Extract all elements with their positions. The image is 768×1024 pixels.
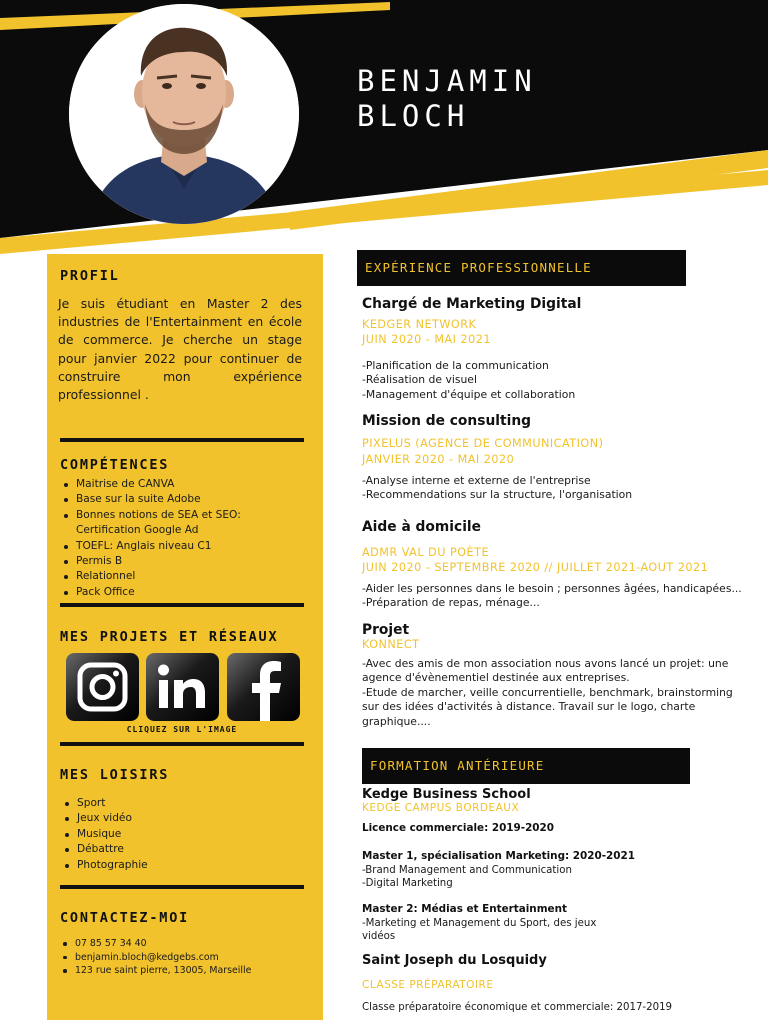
divider bbox=[60, 742, 304, 746]
job-dates: JUIN 2020 - MAI 2021 bbox=[362, 333, 491, 346]
list-item: Jeux vidéo bbox=[63, 811, 293, 826]
job-company: KONNECT bbox=[362, 638, 420, 651]
profil-heading: PROFIL bbox=[60, 268, 120, 284]
projets-heading: MES PROJETS ET RÉSEAUX bbox=[60, 629, 279, 645]
school-campus: CLASSE PRÉPARATOIRE bbox=[362, 979, 494, 991]
profil-text: Je suis étudiant en Master 2 des industries de l'Entertainment en école de commerce. Je cherche un stage pour janvier 2022 pour continuer de construire mon expérience professionnel . bbox=[58, 296, 302, 403]
phone-number: 07 85 57 34 40 bbox=[61, 937, 301, 951]
degree-details: -Marketing et Management du Sport, des jeux vidéos bbox=[362, 918, 597, 942]
contact-heading: CONTACTEZ-MOI bbox=[60, 910, 190, 926]
click-image-label: CLIQUEZ SUR L'IMAGE bbox=[126, 725, 238, 734]
competences-heading: COMPÉTENCES bbox=[60, 457, 170, 473]
list-item: Relationnel bbox=[62, 569, 302, 584]
school-campus: KEDGE CAMPUS BORDEAUX bbox=[362, 802, 520, 814]
degree: Master 1, spécialisation Marketing: 2020-2021 bbox=[362, 850, 635, 862]
degree-details: -Brand Management and Communication -Digital Marketing bbox=[362, 865, 572, 889]
list-item: Débattre bbox=[63, 842, 293, 857]
job-description: -Avec des amis de mon association nous avons lancé un projet: une agence d'évènementiel destinée aux entreprises. -Etude de marcher, veille concurrentielle, benchmark, brainstorming sur des idées d'activités à distance. Travail sur le logo, charte graphique.... bbox=[362, 657, 733, 728]
job-dates: JUIN 2020 - SEPTEMBRE 2020 // JUILLET 2021-AOUT 2021 bbox=[362, 561, 709, 574]
contact-list bbox=[61, 937, 301, 978]
degree: Licence commerciale: 2019-2020 bbox=[362, 822, 554, 834]
job-description: -Aider les personnes dans le besoin ; personnes âgées, handicapées... -Préparation de repas, ménage... bbox=[362, 582, 742, 610]
list-item: Musique bbox=[63, 827, 293, 842]
job-company: PIXELUS (AGENCE DE COMMUNICATION) bbox=[362, 437, 604, 450]
formation-heading: FORMATION ANTÉRIEURE bbox=[362, 748, 690, 784]
linkedin-icon[interactable] bbox=[146, 653, 219, 721]
list-item: Pack Office bbox=[62, 585, 302, 600]
loisirs-list bbox=[63, 796, 293, 873]
divider bbox=[60, 885, 304, 889]
first-name: BENJAMIN bbox=[357, 64, 537, 98]
degree: Classe préparatoire économique et commerciale: 2017-2019 bbox=[362, 1002, 673, 1013]
divider bbox=[60, 603, 304, 607]
school-name: Saint Joseph du Losquidy bbox=[362, 953, 547, 968]
loisirs-heading: MES LOISIRS bbox=[60, 767, 170, 783]
email-address[interactable]: benjamin.bloch@kedgebs.com bbox=[61, 951, 301, 965]
school-name: Kedge Business School bbox=[362, 787, 531, 802]
facebook-icon[interactable] bbox=[227, 653, 300, 721]
job-dates: JANVIER 2020 - MAI 2020 bbox=[362, 453, 515, 466]
list-item: Sport bbox=[63, 796, 293, 811]
instagram-icon[interactable] bbox=[66, 653, 139, 721]
last-name: BLOCH bbox=[357, 99, 470, 133]
experience-heading: EXPÉRIENCE PROFESSIONNELLE bbox=[357, 250, 686, 286]
degree: Master 2: Médias et Entertainment bbox=[362, 903, 567, 915]
candidate-name bbox=[357, 64, 657, 134]
list-item: TOEFL: Anglais niveau C1 bbox=[62, 539, 302, 554]
job-company: ADMR VAL DU POÈTE bbox=[362, 546, 490, 559]
list-item: Permis B bbox=[62, 554, 302, 569]
job-description: -Planification de la communication -Réalisation de visuel -Management d'équipe et collaboration bbox=[362, 359, 576, 401]
job-company: KEDGER NETWORK bbox=[362, 318, 477, 331]
competences-list bbox=[62, 477, 302, 600]
divider bbox=[60, 438, 304, 442]
job-title: Aide à domicile bbox=[362, 519, 482, 535]
job-title: Chargé de Marketing Digital bbox=[362, 296, 582, 312]
job-title: Mission de consulting bbox=[362, 413, 532, 429]
list-item: Base sur la suite Adobe bbox=[62, 492, 302, 507]
list-item: Bonnes notions de SEA et SEO: Certification Google Ad bbox=[62, 508, 302, 539]
list-item: Maitrise de CANVA bbox=[62, 477, 302, 492]
job-description: -Analyse interne et externe de l'entreprise -Recommendations sur la structure, l'organisation bbox=[362, 474, 633, 502]
list-item: Photographie bbox=[63, 858, 293, 873]
profile-photo bbox=[69, 4, 299, 224]
postal-address: 123 rue saint pierre, 13005, Marseille bbox=[61, 964, 301, 978]
job-title: Projet bbox=[362, 622, 410, 638]
